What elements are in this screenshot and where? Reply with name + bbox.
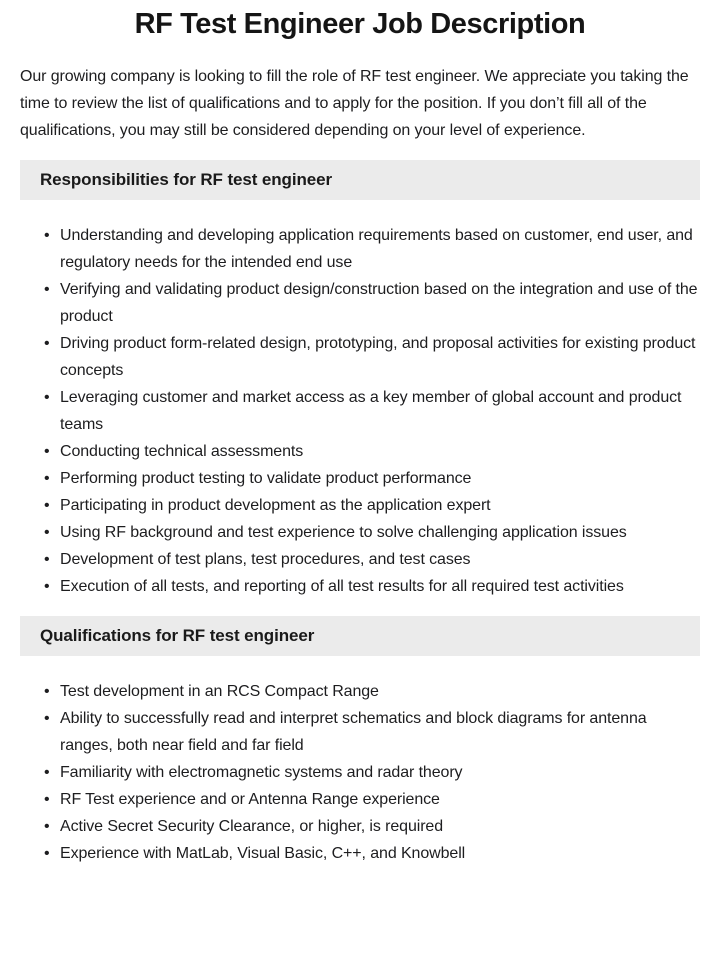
list-item: • Using RF background and test experience to solve challenging application issues	[60, 519, 700, 546]
list-item: • Performing product testing to validate product performance	[60, 465, 700, 492]
responsibilities-section-heading: Responsibilities for RF test engineer	[20, 160, 700, 200]
list-item: • Participating in product development as the application expert	[60, 492, 700, 519]
list-item: • Verifying and validating product design/construction based on the integration and use of the product	[60, 276, 700, 330]
list-item: • Conducting technical assessments	[60, 438, 700, 465]
list-item: • Development of test plans, test procedures, and test cases	[60, 546, 700, 573]
qualifications-section-heading: Qualifications for RF test engineer	[20, 616, 700, 656]
list-item: • Understanding and developing application requirements based on customer, end user, and regulatory needs for the intended end use	[60, 222, 700, 276]
responsibilities-list	[20, 222, 700, 600]
list-item: • Leveraging customer and market access as a key member of global account and product teams	[60, 384, 700, 438]
list-item: • Active Secret Security Clearance, or higher, is required	[60, 813, 700, 840]
section-qualifications	[20, 616, 700, 867]
intro-paragraph: Our growing company is looking to fill the role of RF test engineer. We appreciate you taking the time to review the list of qualifications and to apply for the position. If you don’t fill all of the qualifications, you may still be considered depending on your level of experience.	[20, 68, 689, 139]
list-item: • Driving product form-related design, prototyping, and proposal activities for existing product concepts	[60, 330, 700, 384]
list-item: • RF Test experience and or Antenna Range experience	[60, 786, 700, 813]
section-responsibilities	[20, 160, 700, 600]
list-item: • Ability to successfully read and interpret schematics and block diagrams for antenna ranges, both near field and far field	[60, 705, 700, 759]
list-item: • Experience with MatLab, Visual Basic, C++, and Knowbell	[60, 840, 700, 867]
list-item: • Execution of all tests, and reporting of all test results for all required test activities	[60, 573, 700, 600]
list-item: • Test development in an RCS Compact Range	[60, 678, 700, 705]
qualifications-list	[20, 678, 700, 867]
list-item: • Familiarity with electromagnetic systems and radar theory	[60, 759, 700, 786]
page-title: RF Test Engineer Job Description	[134, 8, 586, 40]
